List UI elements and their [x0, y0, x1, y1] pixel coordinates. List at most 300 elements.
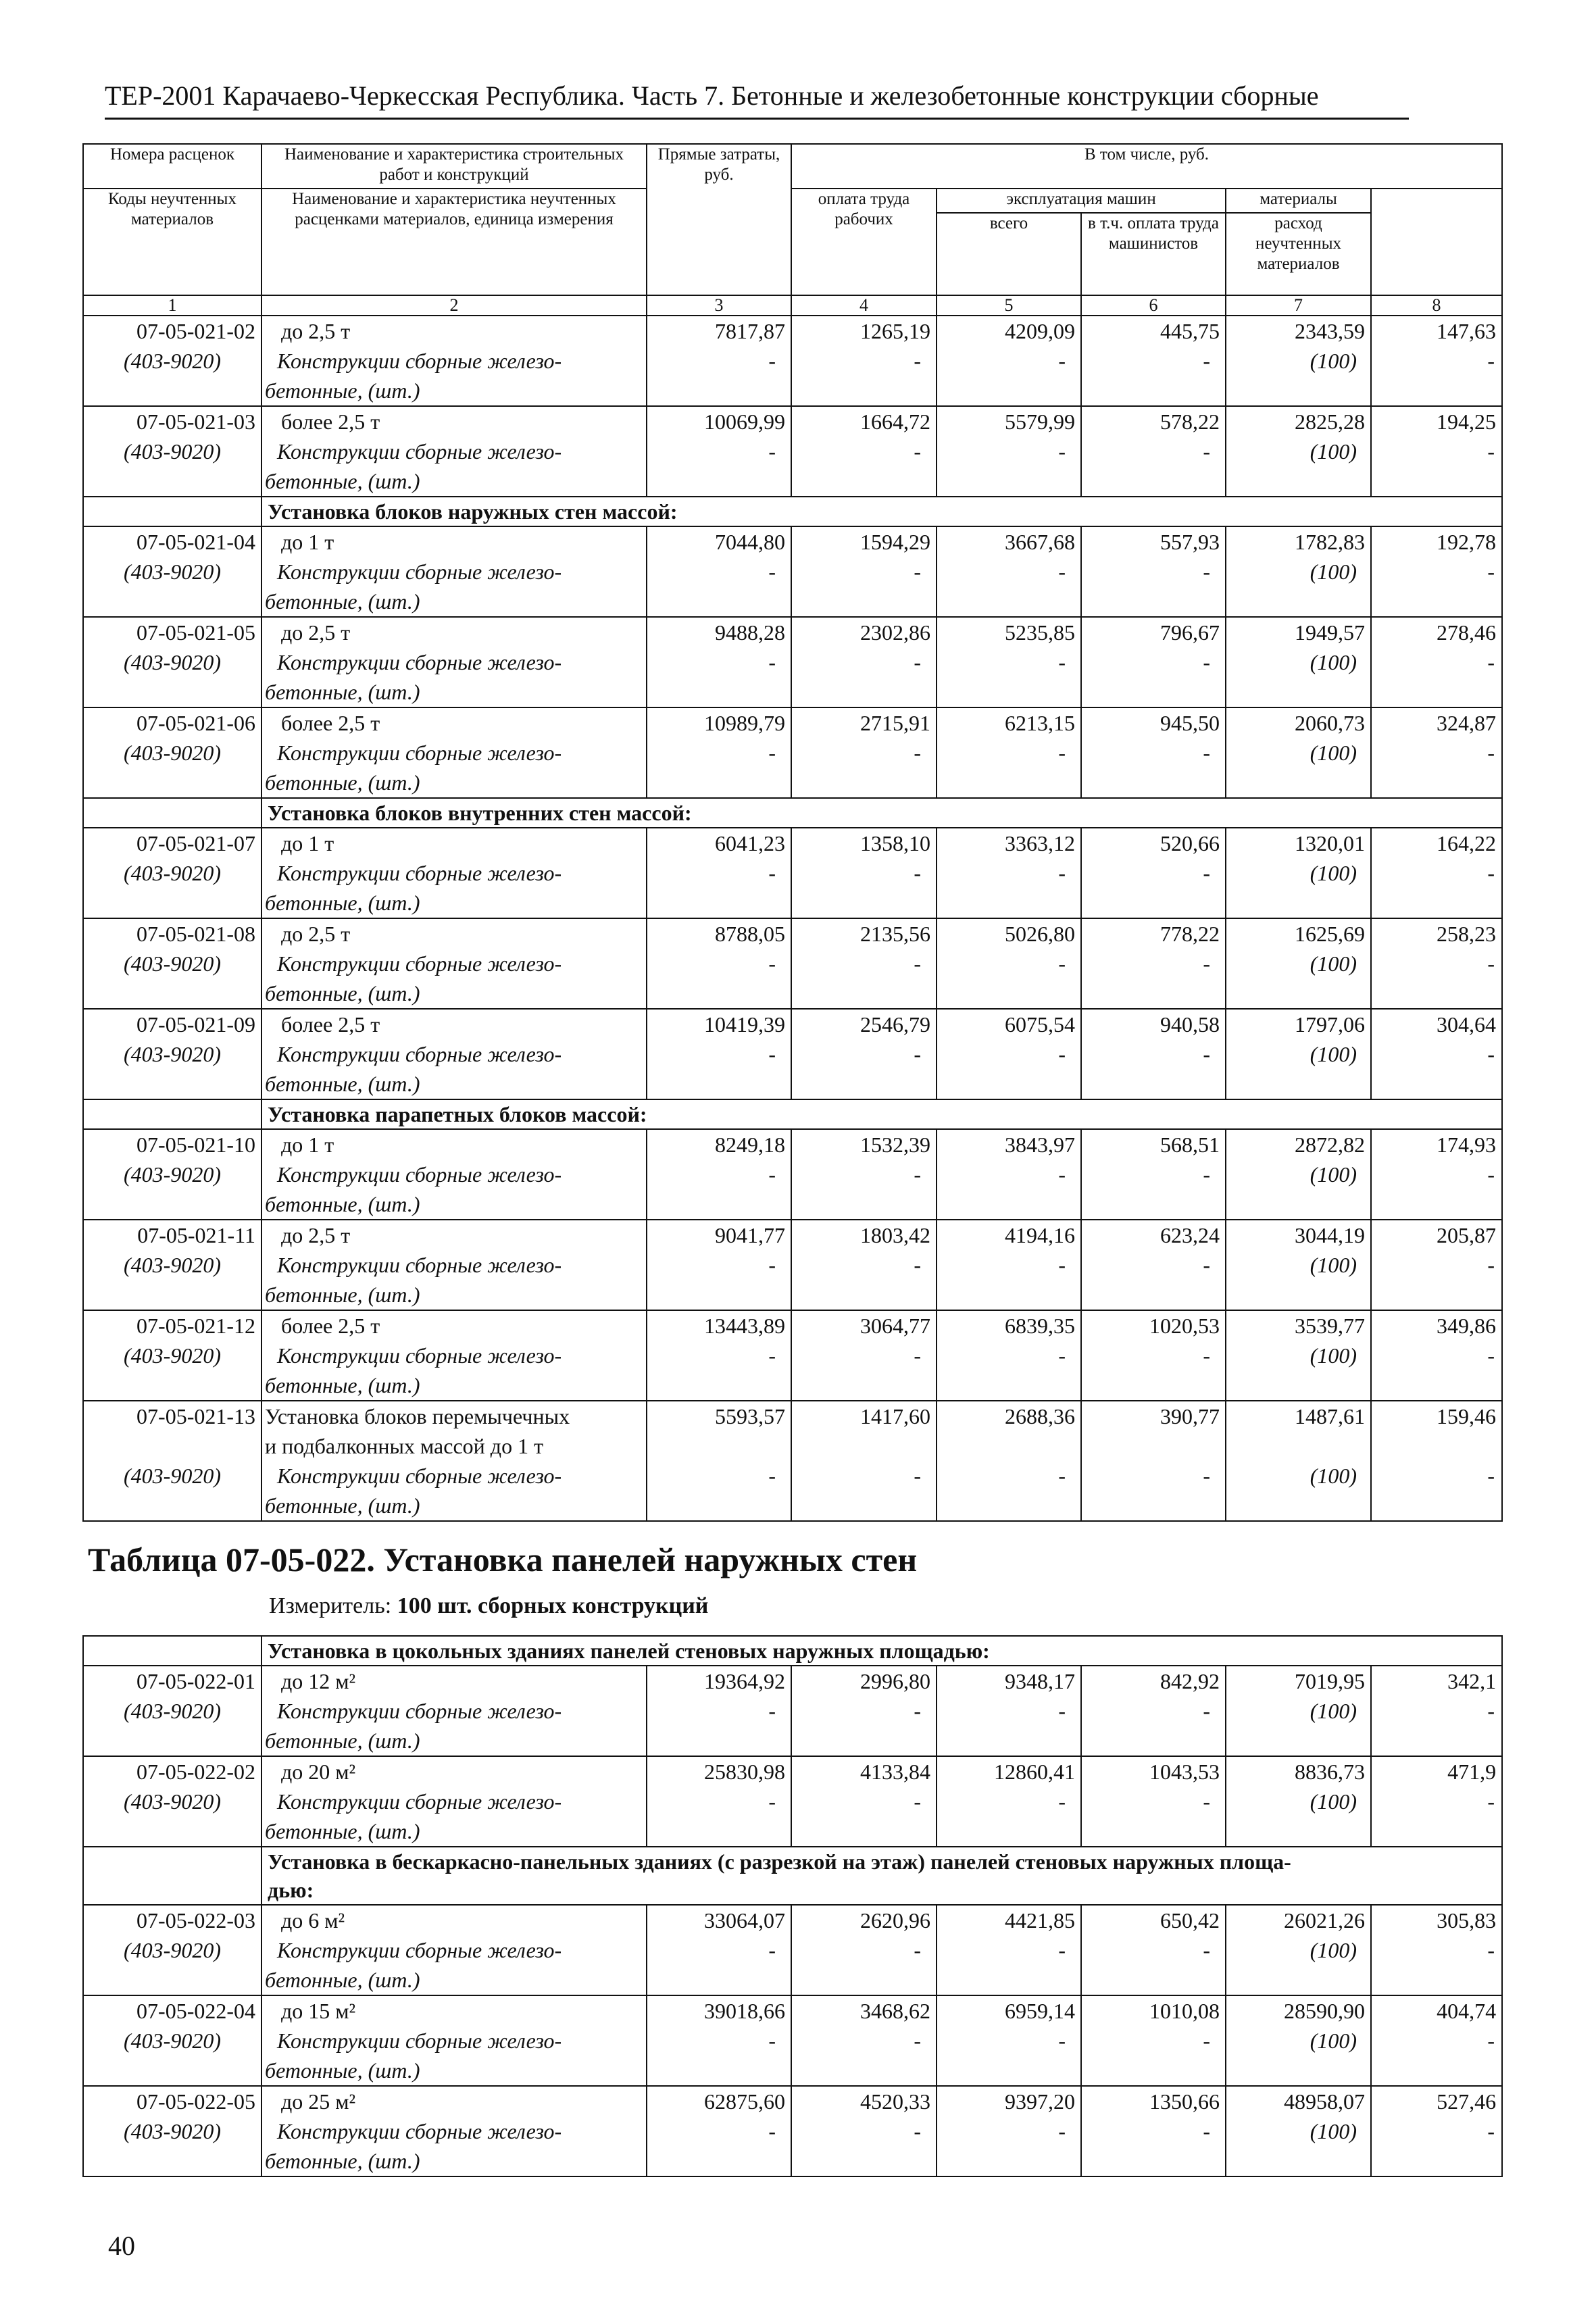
table-row [83, 1756, 1502, 1787]
col-number-6: 6 [1081, 295, 1226, 316]
dash-cell: - [937, 647, 1081, 677]
material-quantity: (100) [1226, 1341, 1371, 1370]
dash-cell: - [1081, 858, 1226, 888]
empty-cell [1371, 1491, 1502, 1521]
rate-c5: 3363,12 [937, 828, 1081, 858]
dash-cell: - [647, 647, 791, 677]
group-title-line1: Установка в бескаркасно-панельных зданиях (с разрезкой на этаж) панелей стеновых наружных площа- [268, 1849, 1291, 1874]
rate-name: более 2,5 т [261, 1310, 647, 1341]
rate-c4: 4520,33 [791, 2086, 937, 2116]
rate-c8: 404,74 [1371, 1995, 1502, 2026]
dash-cell: - [791, 1696, 937, 1726]
rate-c3: 62875,60 [647, 2086, 791, 2116]
dash-cell: - [1081, 1341, 1226, 1370]
material-row-cont [83, 376, 1502, 406]
material-quantity: (100) [1226, 2116, 1371, 2146]
rate-c5: 2688,36 [937, 1401, 1081, 1431]
empty-cell [1371, 1370, 1502, 1401]
col-header-material-usage: расход неучтенных материалов [1226, 213, 1371, 295]
rate-code: 07-05-021-07 [83, 828, 261, 858]
rate-c5: 6075,54 [937, 1009, 1081, 1039]
empty-cell [1081, 978, 1226, 1009]
empty-cell [647, 1965, 791, 1995]
material-name-line1: Конструкции сборные железо- [261, 1935, 647, 1965]
rate-name: более 2,5 т [261, 1009, 647, 1039]
rate-code: 07-05-021-06 [83, 707, 261, 738]
rate-c8: 164,22 [1371, 828, 1502, 858]
col-header-material-name: Наименование и характеристика неучтенных расценками материалов, единица измерения [261, 189, 647, 295]
rate-code: 07-05-021-12 [83, 1310, 261, 1341]
dash-cell: - [937, 1250, 1081, 1280]
dash-cell: - [1371, 1461, 1502, 1491]
material-name-line2: бетонные, (шт.) [261, 1370, 647, 1401]
material-row [83, 949, 1502, 978]
empty-cell [1081, 376, 1226, 406]
rate-c4: 2715,91 [791, 707, 937, 738]
empty-cell [937, 888, 1081, 918]
dash-cell: - [937, 1787, 1081, 1816]
rate-c4: 1532,39 [791, 1129, 937, 1160]
group-row [83, 798, 1502, 828]
dash-cell: - [791, 1935, 937, 1965]
empty-cell [1081, 2146, 1226, 2176]
dash-cell: - [647, 1787, 791, 1816]
empty-cell [83, 1280, 261, 1310]
dash-cell: - [937, 1696, 1081, 1726]
empty-cell [647, 1816, 791, 1847]
table-row [83, 316, 1502, 346]
rate-c7: 1320,01 [1226, 828, 1371, 858]
empty-cell [791, 1965, 937, 1995]
empty-cell [937, 978, 1081, 1009]
empty-cell [1226, 1491, 1371, 1521]
dash-cell: - [1371, 437, 1502, 466]
dash-cell: - [791, 1039, 937, 1069]
empty-cell [647, 888, 791, 918]
material-name-line1: Конструкции сборные железо- [261, 1160, 647, 1189]
rate-c3: 7817,87 [647, 316, 791, 346]
material-name-line2: бетонные, (шт.) [261, 1069, 647, 1099]
empty-cell [647, 1370, 791, 1401]
measure-value: 100 шт. сборных конструкций [397, 1593, 709, 1618]
empty-cell [937, 1069, 1081, 1099]
rate-name: до 1 т [261, 828, 647, 858]
col-header-rate-numbers: Номера расценок [83, 144, 261, 189]
rate-c3: 33064,07 [647, 1905, 791, 1935]
empty-cell [937, 1491, 1081, 1521]
dash-cell: - [791, 1787, 937, 1816]
rate-c7: 8836,73 [1226, 1756, 1371, 1787]
material-name-line1: Конструкции сборные железо- [261, 858, 647, 888]
rate-c3: 8788,05 [647, 918, 791, 949]
material-row [83, 647, 1502, 677]
table-row [83, 1666, 1502, 1696]
dash-cell: - [1371, 949, 1502, 978]
empty-cell [83, 2146, 261, 2176]
empty-cell [1371, 1069, 1502, 1099]
dash-cell: - [791, 2116, 937, 2146]
empty-cell [937, 1189, 1081, 1220]
material-code: (403-9020) [83, 1039, 261, 1069]
dash-cell: - [791, 437, 937, 466]
empty-cell [1371, 1965, 1502, 1995]
rate-code: 07-05-021-13 [83, 1401, 261, 1431]
empty-cell [791, 978, 937, 1009]
empty-cell [937, 1431, 1081, 1461]
material-code: (403-9020) [83, 949, 261, 978]
rate-name-line2: и подбалконных массой до 1 т [261, 1431, 647, 1461]
material-name-line2: бетонные, (шт.) [261, 1280, 647, 1310]
empty-cell [1371, 2056, 1502, 2086]
group-row [83, 1636, 1502, 1666]
empty-cell [1226, 1431, 1371, 1461]
material-name-line2: бетонные, (шт.) [261, 1965, 647, 1995]
rate-c7: 26021,26 [1226, 1905, 1371, 1935]
rate-c4: 2996,80 [791, 1666, 937, 1696]
rate-c3: 10989,79 [647, 707, 791, 738]
material-row [83, 738, 1502, 768]
dash-cell: - [1081, 557, 1226, 587]
rate-name: до 2,5 т [261, 1220, 647, 1250]
rate-c5: 3843,97 [937, 1129, 1081, 1160]
empty-cell [83, 978, 261, 1009]
rate-c3: 13443,89 [647, 1310, 791, 1341]
rate-code: 07-05-022-03 [83, 1905, 261, 1935]
rate-code: 07-05-022-04 [83, 1995, 261, 2026]
table2-measure [269, 1591, 708, 1621]
dash-cell: - [1371, 1341, 1502, 1370]
dash-cell: - [791, 949, 937, 978]
dash-cell: - [1371, 2116, 1502, 2146]
rate-c3: 19364,92 [647, 1666, 791, 1696]
dash-cell: - [1371, 346, 1502, 376]
rate-c5: 6839,35 [937, 1310, 1081, 1341]
rate-code: 07-05-022-01 [83, 1666, 261, 1696]
empty-cell [647, 376, 791, 406]
empty-cell [1226, 677, 1371, 707]
empty-cell [647, 978, 791, 1009]
empty-cell [1226, 587, 1371, 617]
table-row [83, 1129, 1502, 1160]
material-name-line1: Конструкции сборные железо- [261, 647, 647, 677]
empty-cell [83, 768, 261, 798]
empty-cell [83, 1726, 261, 1756]
dash-cell: - [937, 346, 1081, 376]
empty-cell [83, 376, 261, 406]
material-quantity: (100) [1226, 1160, 1371, 1189]
dash-cell: - [937, 738, 1081, 768]
dash-cell: - [791, 738, 937, 768]
material-quantity: (100) [1226, 647, 1371, 677]
rate-c3: 7044,80 [647, 526, 791, 557]
rate-code: 07-05-021-05 [83, 617, 261, 647]
rate-c4: 1664,72 [791, 406, 937, 437]
rate-c8: 324,87 [1371, 707, 1502, 738]
rate-c6: 557,93 [1081, 526, 1226, 557]
empty-cell [1371, 1726, 1502, 1756]
rate-c8: 147,63 [1371, 316, 1502, 346]
dash-cell: - [647, 1935, 791, 1965]
rates-table-07-05-022 [82, 1635, 1503, 2177]
rate-c7: 1949,57 [1226, 617, 1371, 647]
dash-cell: - [937, 2026, 1081, 2056]
table-row [83, 1310, 1502, 1341]
empty-cell [1081, 1280, 1226, 1310]
rate-c5: 4209,09 [937, 316, 1081, 346]
material-row-cont [83, 1069, 1502, 1099]
empty-cell [1371, 1816, 1502, 1847]
empty-cell [647, 1069, 791, 1099]
table-row [83, 2086, 1502, 2116]
empty-cell [1081, 1491, 1226, 1521]
rate-c3: 9041,77 [647, 1220, 791, 1250]
rate-name: более 2,5 т [261, 707, 647, 738]
rate-c3: 5593,57 [647, 1401, 791, 1431]
group-title-basement-panels: Установка в цокольных зданиях панелей стеновых наружных площадью: [261, 1636, 1502, 1666]
rate-c7: 7019,95 [1226, 1666, 1371, 1696]
dash-cell: - [1371, 738, 1502, 768]
dash-cell: - [1081, 2116, 1226, 2146]
material-name-line1: Конструкции сборные железо- [261, 1341, 647, 1370]
empty-cell [791, 376, 937, 406]
rate-code: 07-05-021-10 [83, 1129, 261, 1160]
col-number-1: 1 [83, 295, 261, 316]
material-code: (403-9020) [83, 1461, 261, 1491]
material-name-line2: бетонные, (шт.) [261, 1491, 647, 1521]
material-code: (403-9020) [83, 437, 261, 466]
material-row [83, 557, 1502, 587]
material-name-line1: Конструкции сборные железо- [261, 1787, 647, 1816]
col-header-including: В том числе, руб. [791, 144, 1502, 189]
empty-cell [791, 1491, 937, 1521]
empty-cell [1081, 1816, 1226, 1847]
col-header-machines-total: всего [937, 213, 1081, 295]
dash-cell: - [1081, 1935, 1226, 1965]
empty-cell [791, 587, 937, 617]
material-row-cont [83, 1370, 1502, 1401]
rate-code: 07-05-022-02 [83, 1756, 261, 1787]
rate-c3: 10069,99 [647, 406, 791, 437]
empty-cell [791, 2146, 937, 2176]
group-title-outer-walls: Установка блоков наружных стен массой: [261, 497, 1502, 526]
material-name-line2: бетонные, (шт.) [261, 1726, 647, 1756]
rate-c3: 39018,66 [647, 1995, 791, 2026]
empty-cell [1371, 978, 1502, 1009]
material-name-line2: бетонные, (шт.) [261, 978, 647, 1009]
empty-cell [937, 768, 1081, 798]
material-row-cont [83, 888, 1502, 918]
dash-cell: - [791, 1461, 937, 1491]
empty-cell [791, 677, 937, 707]
empty-cell [1371, 2146, 1502, 2176]
rate-c8: 471,9 [1371, 1756, 1502, 1787]
material-name-line1: Конструкции сборные железо- [261, 738, 647, 768]
material-quantity: (100) [1226, 1461, 1371, 1491]
dash-cell: - [1081, 949, 1226, 978]
empty-cell [1081, 1370, 1226, 1401]
rate-c8: 304,64 [1371, 1009, 1502, 1039]
table-row [83, 1220, 1502, 1250]
col-number-2: 2 [261, 295, 647, 316]
material-name-line1: Конструкции сборные железо- [261, 437, 647, 466]
empty-cell [83, 1099, 261, 1129]
empty-cell [791, 1370, 937, 1401]
rate-c4: 2302,86 [791, 617, 937, 647]
material-row [83, 1039, 1502, 1069]
material-quantity: (100) [1226, 1696, 1371, 1726]
table-row [83, 1009, 1502, 1039]
group-title-inner-walls: Установка блоков внутренних стен массой: [261, 798, 1502, 828]
table-row [83, 526, 1502, 557]
empty-cell [1081, 1431, 1226, 1461]
material-code: (403-9020) [83, 2026, 261, 2056]
empty-cell [83, 1491, 261, 1521]
material-code: (403-9020) [83, 1787, 261, 1816]
rate-name: до 2,5 т [261, 918, 647, 949]
empty-cell [791, 888, 937, 918]
dash-cell: - [647, 738, 791, 768]
empty-cell [83, 466, 261, 497]
rate-code: 07-05-021-03 [83, 406, 261, 437]
dash-cell: - [937, 949, 1081, 978]
empty-cell [83, 888, 261, 918]
rate-code: 07-05-021-04 [83, 526, 261, 557]
rate-c5: 4194,16 [937, 1220, 1081, 1250]
rate-c4: 1265,19 [791, 316, 937, 346]
rate-c5: 12860,41 [937, 1756, 1081, 1787]
rate-c7: 2825,28 [1226, 406, 1371, 437]
material-code: (403-9020) [83, 557, 261, 587]
material-row-cont [83, 2056, 1502, 2086]
empty-cell [937, 1370, 1081, 1401]
rate-name: до 2,5 т [261, 316, 647, 346]
dash-cell: - [1371, 1787, 1502, 1816]
material-name-line1: Конструкции сборные железо- [261, 1461, 647, 1491]
material-code: (403-9020) [83, 1160, 261, 1189]
empty-cell [1226, 1189, 1371, 1220]
col-header-direct-costs: Прямые затраты, руб. [647, 144, 791, 295]
empty-cell [83, 798, 261, 828]
empty-cell [1371, 888, 1502, 918]
rate-name: до 20 м² [261, 1756, 647, 1787]
col-number-7: 7 [1226, 295, 1371, 316]
dash-cell: - [647, 949, 791, 978]
material-name-line1: Конструкции сборные железо- [261, 557, 647, 587]
dash-cell: - [1081, 1787, 1226, 1816]
rate-c4: 2620,96 [791, 1905, 937, 1935]
material-row-cont [83, 466, 1502, 497]
empty-cell [647, 2146, 791, 2176]
empty-cell [791, 1280, 937, 1310]
material-row [83, 858, 1502, 888]
measure-label: Измеритель: [269, 1593, 392, 1618]
dash-cell: - [1081, 1696, 1226, 1726]
material-quantity: (100) [1226, 2026, 1371, 2056]
rate-c8: 194,25 [1371, 406, 1502, 437]
empty-cell [647, 768, 791, 798]
empty-cell [647, 677, 791, 707]
material-row [83, 1461, 1502, 1491]
empty-cell [647, 2056, 791, 2086]
dash-cell: - [937, 1039, 1081, 1069]
empty-cell [1371, 376, 1502, 406]
empty-cell [791, 1189, 937, 1220]
dash-cell: - [647, 346, 791, 376]
empty-cell [791, 1816, 937, 1847]
material-quantity: (100) [1226, 1787, 1371, 1816]
material-name-line1: Конструкции сборные железо- [261, 949, 647, 978]
rate-c8: 159,46 [1371, 1401, 1502, 1431]
material-name-line2: бетонные, (шт.) [261, 1816, 647, 1847]
dash-cell: - [791, 647, 937, 677]
empty-cell [83, 2056, 261, 2086]
col-header-machinist-pay: в т.ч. оплата труда машинистов [1081, 213, 1226, 295]
dash-cell: - [937, 858, 1081, 888]
rate-c6: 650,42 [1081, 1905, 1226, 1935]
dash-cell: - [1081, 1039, 1226, 1069]
empty-cell [83, 1847, 261, 1905]
material-code: (403-9020) [83, 738, 261, 768]
empty-cell [83, 497, 261, 526]
empty-cell [647, 466, 791, 497]
rate-c6: 796,67 [1081, 617, 1226, 647]
col-number-3: 3 [647, 295, 791, 316]
material-quantity: (100) [1226, 346, 1371, 376]
dash-cell: - [1371, 1935, 1502, 1965]
empty-cell [1371, 677, 1502, 707]
material-row [83, 1696, 1502, 1726]
empty-cell [83, 587, 261, 617]
rate-c6: 578,22 [1081, 406, 1226, 437]
col-header-machines: эксплуатация машин [937, 189, 1226, 213]
empty-cell [1081, 677, 1226, 707]
col-number-5: 5 [937, 295, 1081, 316]
material-name-line1: Конструкции сборные железо- [261, 1250, 647, 1280]
rate-c6: 1010,08 [1081, 1995, 1226, 2026]
rate-c3: 9488,28 [647, 617, 791, 647]
rate-c4: 1417,60 [791, 1401, 937, 1431]
material-row [83, 1787, 1502, 1816]
rate-c4: 2135,56 [791, 918, 937, 949]
rate-c8: 205,87 [1371, 1220, 1502, 1250]
material-name-line1: Конструкции сборные железо- [261, 2026, 647, 2056]
material-row-cont [83, 1816, 1502, 1847]
material-name-line2: бетонные, (шт.) [261, 587, 647, 617]
empty-cell [1081, 1726, 1226, 1756]
empty-cell [1081, 2056, 1226, 2086]
material-row [83, 1250, 1502, 1280]
group-row [83, 1099, 1502, 1129]
empty-cell [83, 1069, 261, 1099]
material-row-cont [83, 587, 1502, 617]
rate-c6: 1043,53 [1081, 1756, 1226, 1787]
table-row [83, 707, 1502, 738]
group-row [83, 497, 1502, 526]
dash-cell: - [647, 2116, 791, 2146]
dash-cell: - [1081, 738, 1226, 768]
dash-cell: - [791, 557, 937, 587]
rate-c6: 842,92 [1081, 1666, 1226, 1696]
empty-cell [791, 466, 937, 497]
rate-c4: 1803,42 [791, 1220, 937, 1250]
table-row [83, 1995, 1502, 2026]
dash-cell: - [647, 1696, 791, 1726]
material-quantity: (100) [1226, 858, 1371, 888]
empty-cell [83, 1636, 261, 1666]
material-row [83, 346, 1502, 376]
rate-c6: 390,77 [1081, 1401, 1226, 1431]
rate-name: Установка блоков перемычечных [261, 1401, 647, 1431]
